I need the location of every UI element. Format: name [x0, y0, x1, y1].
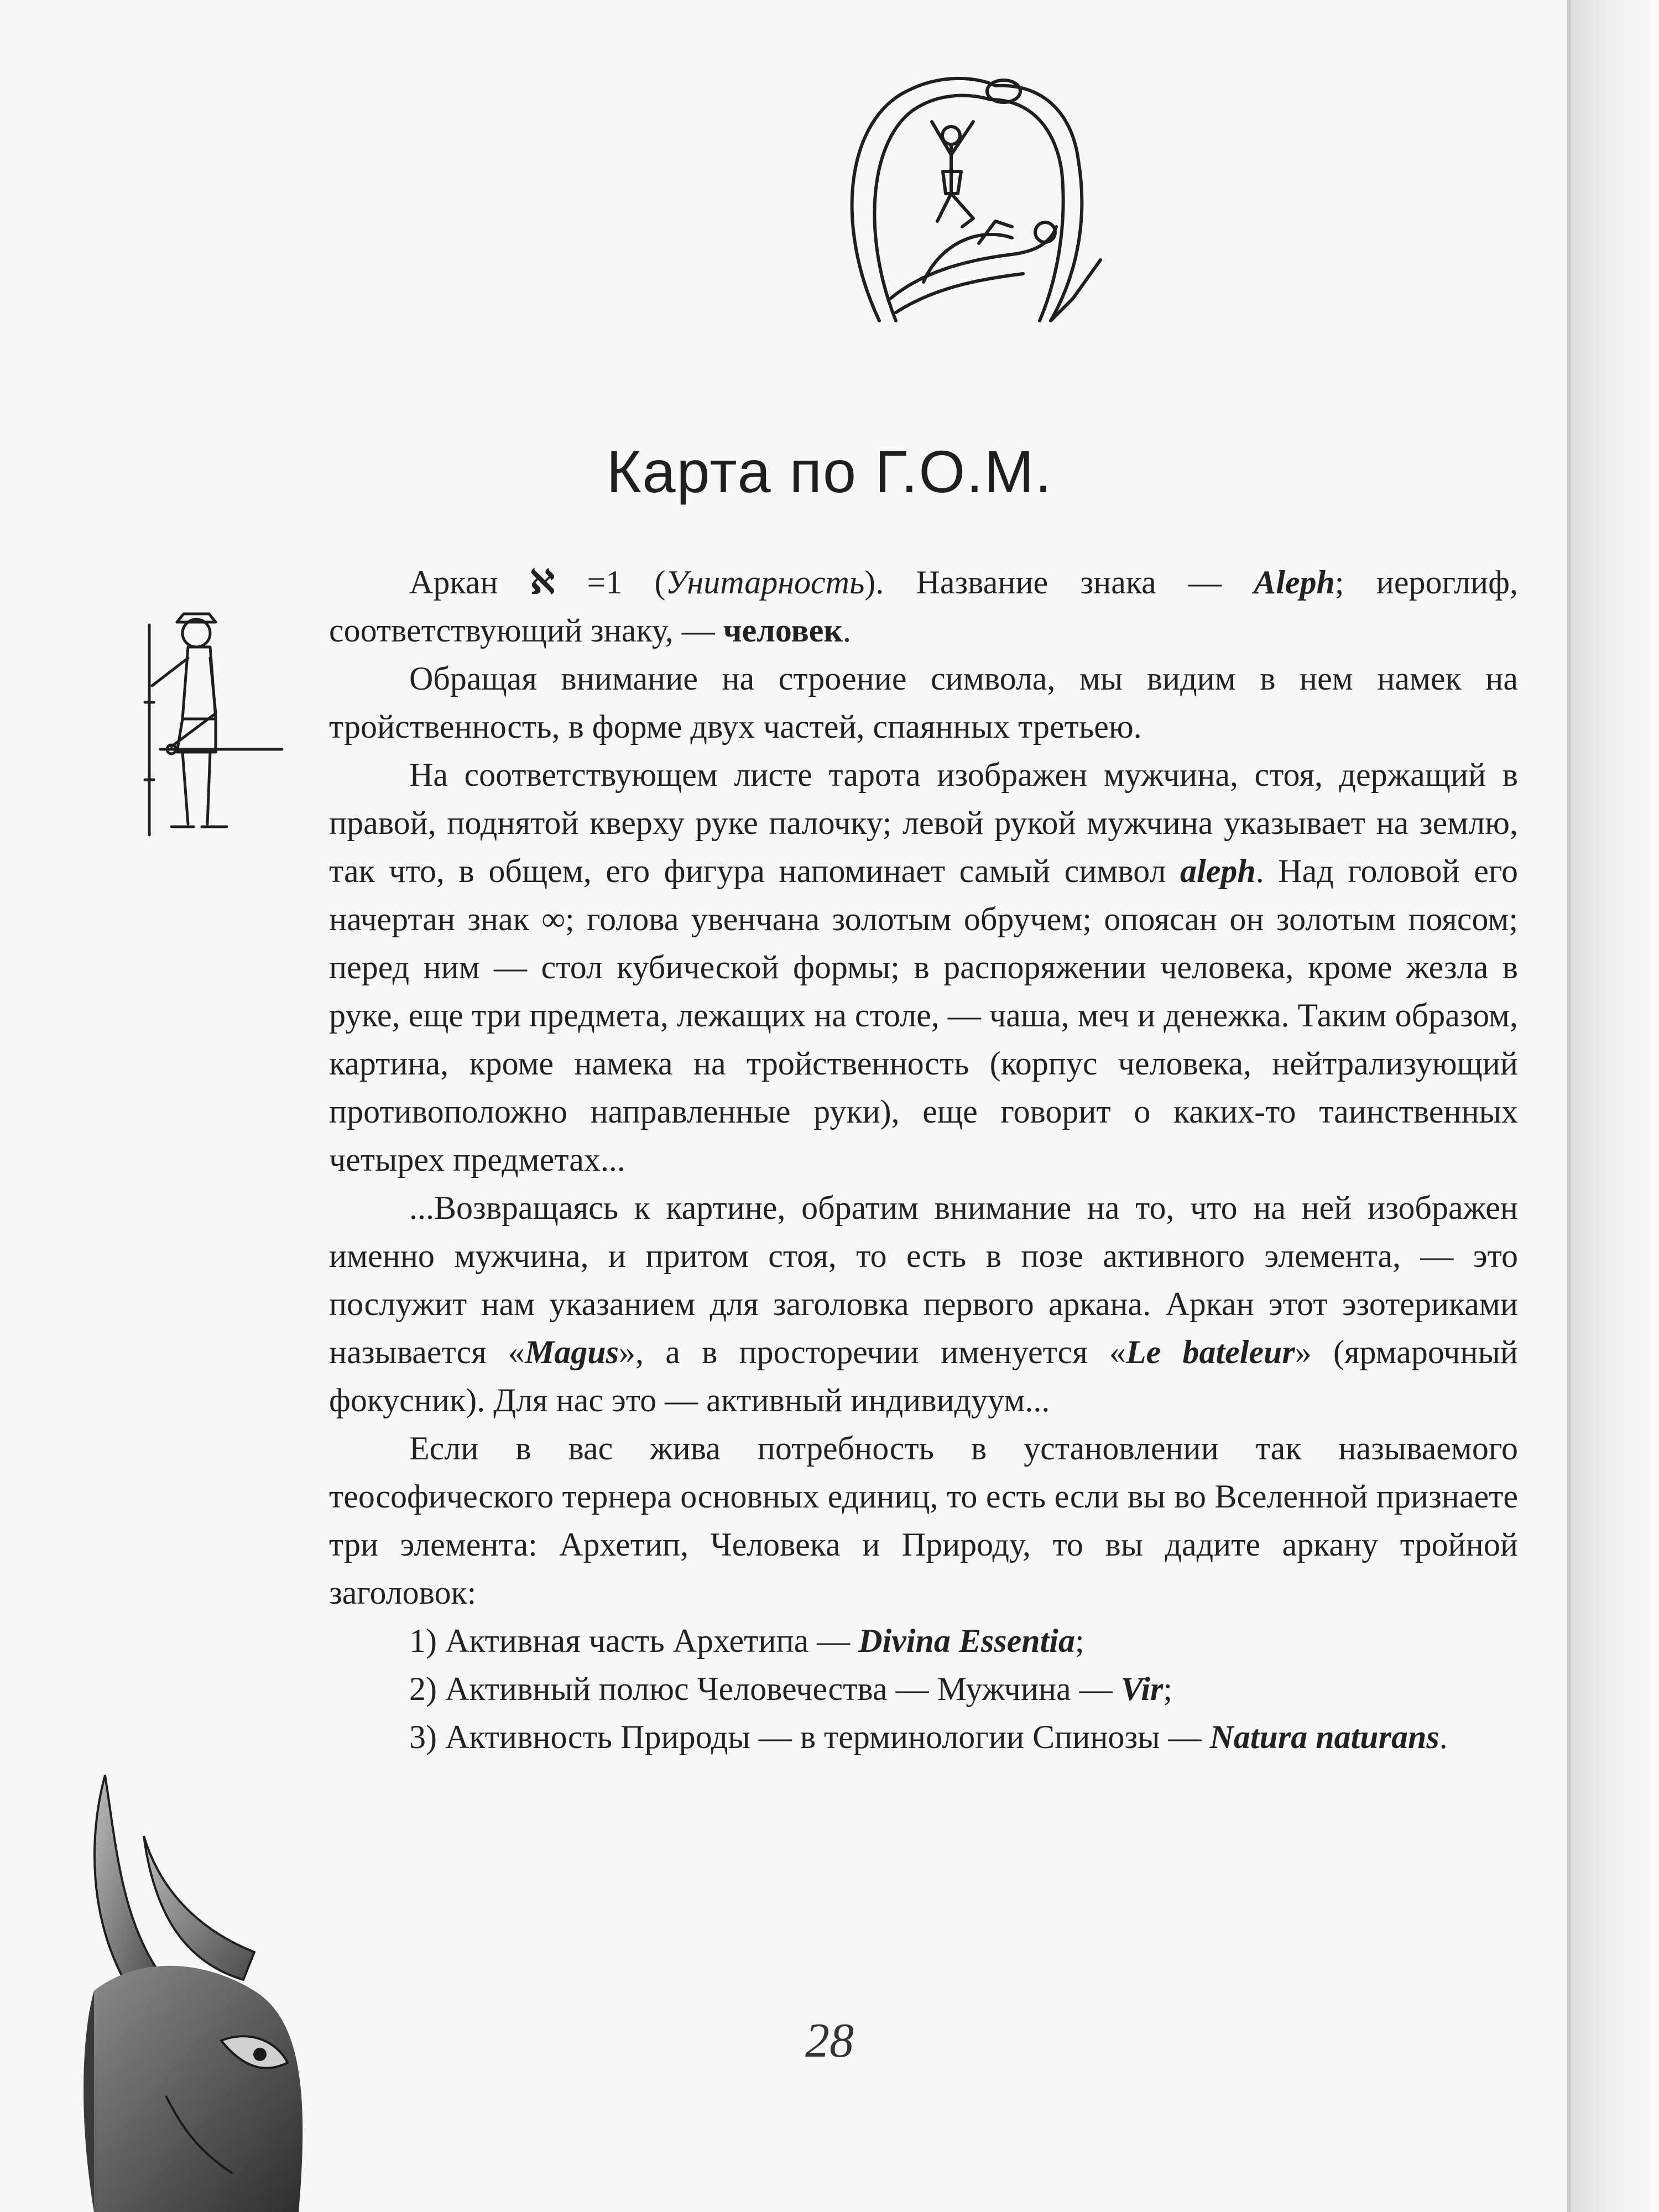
page-number: 28: [805, 2014, 854, 2068]
text-span: ;: [1163, 1671, 1173, 1707]
paragraph-3: [329, 751, 1518, 1184]
bull-head-illustration: [0, 1753, 310, 2212]
paragraph-4: [329, 1184, 1518, 1425]
text-span: .: [1439, 1719, 1448, 1755]
list-item: [329, 1665, 1518, 1713]
text-span: » (ярмарочный фокусник). Для нас это — активный индивидуум...: [329, 1334, 1518, 1418]
page-edge-shadow: [1571, 0, 1659, 2212]
text-span: .: [842, 612, 851, 649]
paragraph-5: Если в вас жива потребность в установлении так называемого теософического тернера основных единиц, то есть если вы во Вселенной признаете три элемента: Архетип, Человека и Природу, то вы дадите аркану тройной заголовок:: [329, 1430, 1518, 1611]
term-chelovek: человек: [723, 612, 843, 649]
term-aleph: Aleph: [1254, 564, 1335, 601]
text-span: ). Название знака —: [864, 564, 1254, 601]
body-text: [329, 559, 1518, 1761]
page-fold-line: [1567, 0, 1571, 2212]
text-span: ; иероглиф, соответствующий знаку, —: [329, 564, 1518, 649]
text-span: ...Возвращаясь к картине, обратим внимание на то, что на ней изображен именно мужчина, и притом стоя, то есть в позе активного элемента, — это послужит нам указанием для заголовка первого аркана. Аркан этот эзотериками называется «: [329, 1190, 1518, 1370]
text-span: », а в просторечии именуется «: [619, 1334, 1126, 1370]
page-title: Карта по Г.О.М.: [606, 438, 1053, 505]
text-span: На соответствующем листе тарота изображен мужчина, стоя, держащий в правой, поднятой кверху руке палочку; левой рукой мужчина указывает на землю, так что, в общем, его фигура напоминает самый символ: [329, 757, 1518, 889]
term-natura-naturans: Natura naturans: [1209, 1719, 1439, 1755]
term-vir: Vir: [1120, 1671, 1164, 1707]
term-divina-essentia: Divina Essentia: [858, 1623, 1075, 1659]
list-item: [329, 1617, 1518, 1665]
list-item: [329, 1713, 1518, 1761]
text-span: ;: [1074, 1623, 1084, 1659]
text-span: . Над головой его начертан знак ∞; голова увенчана золотым обручем; опоясан он золотым поясом; перед ним — стол кубической формы; в распоряжении человека, кроме жезла в руке, еще три предмета, лежащих на столе, — чаша, меч и денежка. Таким образом, картина, кроме намека на тройственность (корпус человека, нейтрализующий противоположно направленные руки), еще говорит о каких-то таинственных четырех предметах...: [329, 853, 1518, 1178]
term-le-bateleur: Le bateleur: [1125, 1334, 1295, 1370]
aleph-glyph: ℵ: [530, 564, 555, 601]
term-aleph-lower: aleph: [1180, 853, 1256, 889]
text-span: Аркан: [409, 564, 530, 601]
text-span: =1 (: [555, 564, 666, 601]
term-magus: Magus: [524, 1334, 619, 1370]
text-span: 3) Активность Природы — в терминологии Спинозы —: [409, 1719, 1210, 1755]
term-unitarnost: Унитарность: [665, 564, 865, 601]
text-span: 1) Активная часть Архетипа —: [409, 1623, 859, 1659]
paragraph-2: Обращая внимание на строение символа, мы видим в нем намек на тройственность, в форме двух частей, спаянных третьею.: [329, 660, 1518, 745]
text-span: 2) Активный полюс Человечества — Мужчина —: [409, 1671, 1121, 1707]
paragraph-1: [329, 559, 1518, 655]
standing-man-hieroglyph: [138, 603, 293, 841]
title-list: [329, 1617, 1518, 1761]
arch-figures-illustration: [813, 61, 1123, 348]
